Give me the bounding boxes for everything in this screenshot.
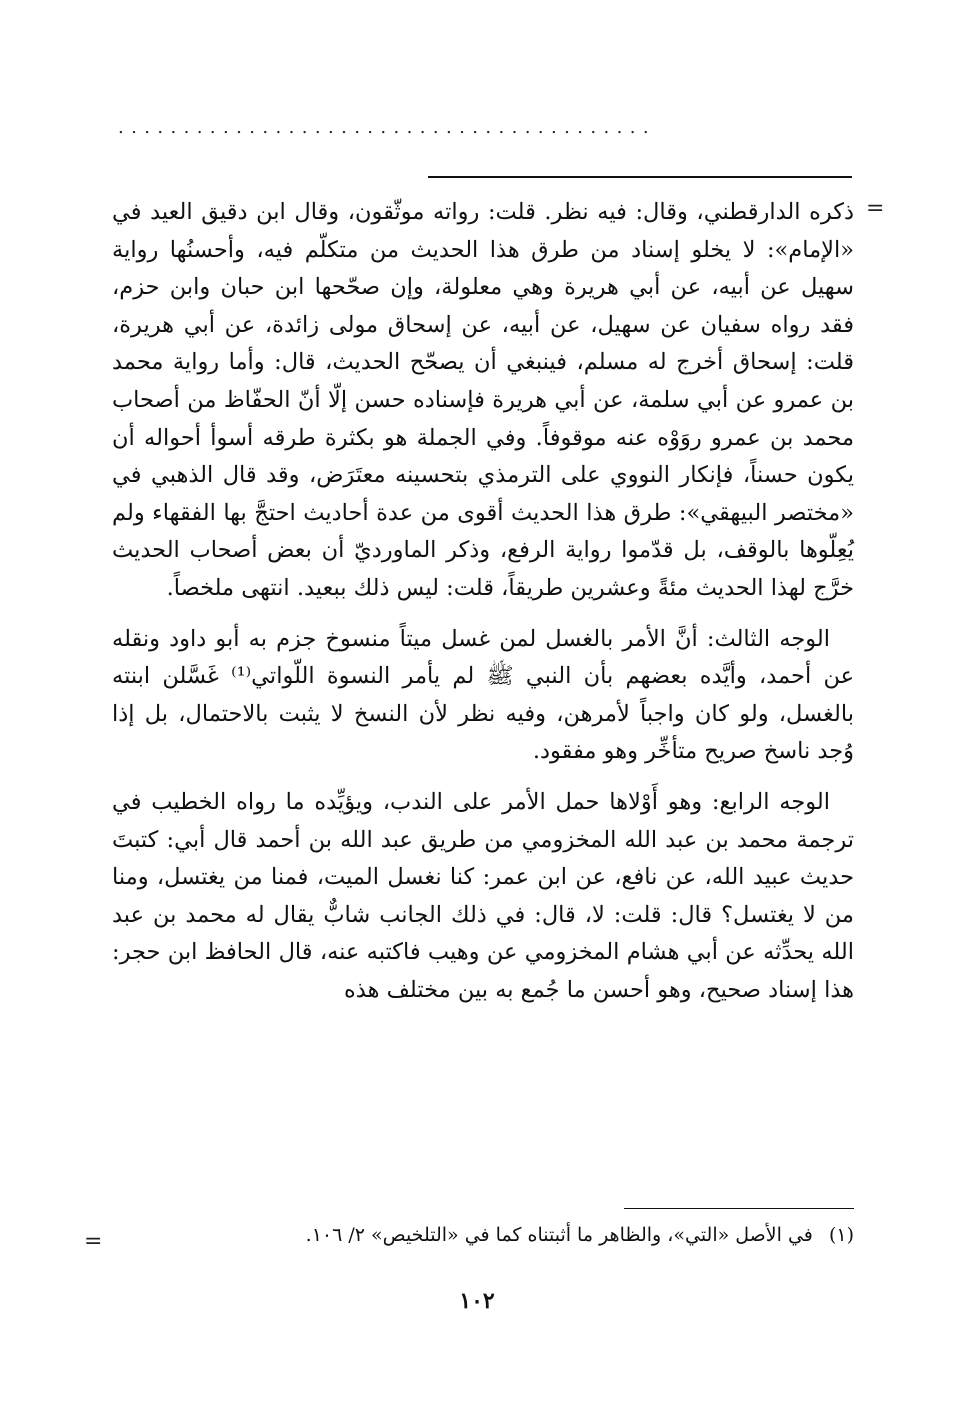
- main-text: [112, 194, 854, 1022]
- header-dots: .........................................: [118, 118, 656, 138]
- header-rule: [428, 176, 852, 178]
- paragraph-3: الوجه الرابع: وهو أَوْلاها حمل الأمر على الندب، ويؤيِّده ما رواه الخطيب في ترجمة محمد بن عبد الله المخزومي من طريق عبد الله بن أحمد قال أبي: كتبتَ حديث عبيد الله، عن نافع، عن ابن عمر: كنا نغسل الميت، فمنا من يغتسل، ومنا من لا يغتسل؟ قال: قلت: لا، قال: في ذلك الجانب شابٌّ يقال له محمد بن عبد الله يحدِّثه عن أبي هشام المخزومي عن وهيب فاكتبه عنه، قال الحافظ ابن حجر: هذا إسناد صحيح، وهو أحسن ما جُمع به بين مختلف هذه: [112, 788, 854, 1003]
- footnote-rule: [624, 1208, 854, 1209]
- continuation-mark-bottom: =: [84, 1229, 103, 1254]
- paragraph-1: ذكره الدارقطني، وقال: فيه نظر. قلت: رواته موثّقون، وقال ابن دقيق العيد في «الإمام»: لا يخلو إسناد من طرق هذا الحديث من متكلّم فيه، وأحسنُها رواية سهيل عن أبيه، عن أبي هريرة وهي معلولة، وإن صحّحها ابن حبان وابن حزم، فقد رواه سفيان عن سهيل، عن أبيه، عن إسحاق مولى زائدة، عن أبي هريرة، قلت: إسحاق أخرج له مسلم، فينبغي أن يصحّح الحديث، قال: وأما رواية محمد بن عمرو عن أبي سلمة، عن أبي هريرة فإسناده حسن إلّا أنّ الحفّاظ من أصحاب محمد بن عمرو روَوْه عنه موقوفاً. وفي الجملة هو بكثرة طرقه أسوأ أحواله أن يكون حسناً، فإنكار النووي على الترمذي بتحسينه معتَرَض، وقد قال الذهبي في «مختصر البيهقي»: طرق هذا الحديث أقوى من عدة أحاديث احتجَّ بها الفقهاء ولم يُعِلّوها بالوقف، بل قدّموا رواية الرفع، وذكر الماورديّ أن بعض أصحاب الحديث خرَّج لهذا الحديث مئةً وعشرين طريقاً، قلت: ليس ذلك ببعيد. انتهى ملخصاً.: [112, 199, 854, 601]
- paragraph-2: الوجه الثالث: أنَّ الأمر بالغسل لمن غسل ميتاً منسوخ جزم به أبو داود ونقله عن أحمد، وأيَّده بعضهم بأن النبي ﷺ لم يأمر النسوة اللّواتي⁽¹⁾ غَسَّلن ابنته بالغسل، ولو كان واجباً لأمرهن، وفيه نظر لأن النسخ لا يثبت بالاحتمال، بل إذا وُجد ناسخ صريح متأخِّر وهو مفقود.: [112, 625, 855, 765]
- continuation-mark-top: =: [866, 196, 885, 221]
- page-number: ١٠٢: [459, 1288, 495, 1314]
- footnote-text: في الأصل «التي»، والظاهر ما أثبتناه كما في «التلخيص» ٢/ ١٠٦.: [305, 1224, 813, 1246]
- footnote: [112, 1218, 854, 1252]
- footnote-number: (١): [828, 1224, 854, 1246]
